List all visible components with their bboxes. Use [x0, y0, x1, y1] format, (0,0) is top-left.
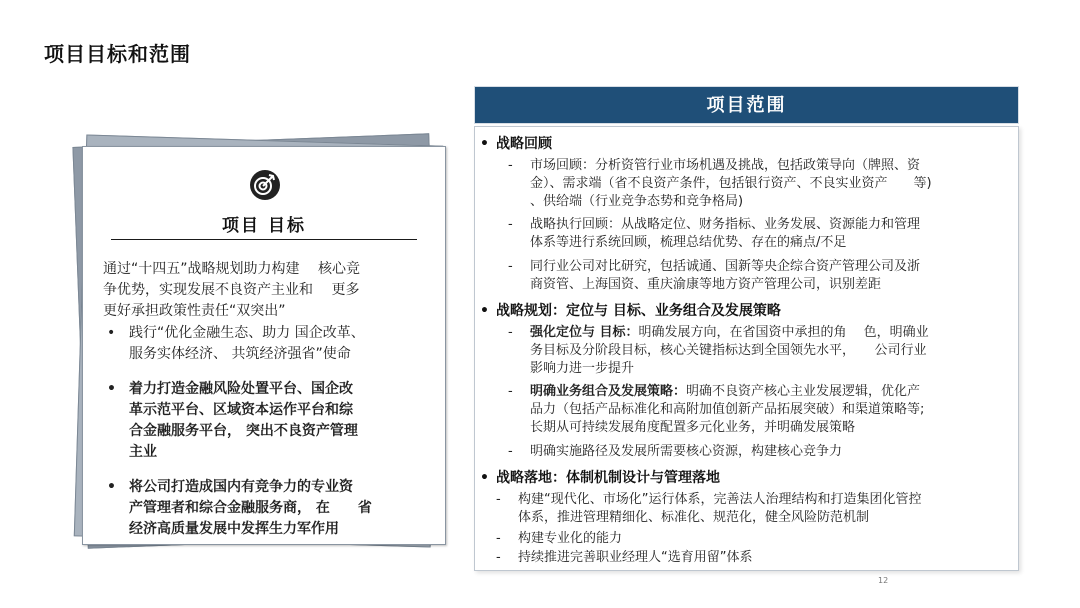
goal-item — [103, 379, 435, 463]
goal-item-line: 产管理者和综合金融服务商， 在 省 — [129, 500, 372, 516]
scope-item-text — [518, 491, 921, 527]
scope-item-line: 商资管、上海国资、重庆渝康等地方资产管理公司，识别差距 — [530, 277, 882, 292]
dash-marker: - — [496, 550, 501, 565]
goal-item-line: 合金融服务平台， 突出不良资产管理 — [129, 423, 358, 439]
scope-item-line: 同行业公司对比研究，包括诚通、国新等央企综合资产管理公司及浙 — [530, 259, 921, 274]
scope-item-line: 持续推进完善职业经理人“选育用留”体系 — [518, 550, 753, 565]
section-title-text: 战略回顾 — [496, 136, 552, 152]
scope-item-text — [530, 383, 924, 437]
dash-marker: - — [508, 259, 513, 274]
scope-item-line: 长期从可持续发展角度配置多元化业务，并明确发展策略 — [530, 420, 856, 435]
bullet-icon: • — [107, 325, 116, 341]
scope-item-lead: 强化定位与 目标： — [530, 325, 639, 340]
scope-item-line: 战略执行回顾：从战略定位、财务指标、业务发展、资源能力和管理 — [530, 217, 921, 232]
goal-item-line: 服务实体经济、 共筑经济强省”使命 — [129, 346, 351, 362]
goal-card — [82, 146, 446, 545]
goal-intro-line: 更好承担政策性责任“双突出” — [103, 303, 286, 319]
goal-item — [103, 323, 435, 365]
scope-item-line: 构建专业化的能力 — [518, 531, 623, 546]
divider — [111, 239, 417, 240]
scope-item-line: 品力（包括产品标准化和高附加值创新产品拓展突破）和渠道策略等; — [530, 402, 925, 417]
scope-item-line: 明确不良资产核心主业发展逻辑，优化产 — [686, 384, 921, 399]
dash-marker: - — [508, 444, 513, 459]
goal-item-line: 主业 — [129, 444, 157, 460]
scope-header: 项目范围 — [474, 86, 1019, 124]
scope-item-line: 体系等进行系统回顾，梳理总结优势、存在的痛点/不足 — [530, 235, 847, 250]
goal-list — [103, 323, 435, 540]
goal-item — [103, 477, 435, 540]
dash-marker: - — [508, 158, 513, 173]
goal-item-line: 着力打造金融风险处置平台、国企改 — [129, 381, 353, 397]
scope-item-text — [518, 530, 622, 548]
goal-item-line: 将公司打造成国内有竞争力的专业资 — [129, 479, 353, 495]
goal-intro-line: 争优势，实现发展不良资产主业和 更多 — [103, 282, 360, 298]
page-number: 12 — [878, 576, 889, 585]
bullet-icon: • — [480, 470, 489, 486]
scope-item-text — [530, 258, 920, 294]
goal-intro — [103, 259, 433, 322]
scope-item-line: 、供给端（行业竞争态势和竞争格局) — [530, 194, 744, 209]
section-title-text: 战略规划：定位与 目标、业务组合及发展策略 — [496, 303, 781, 319]
scope-item-line: 金）、需求端（省不良资产条件，包括银行资产、不良实业资产 等) — [530, 176, 932, 191]
target-arrow-icon — [249, 169, 281, 201]
bullet-icon: • — [480, 303, 489, 319]
scope-item-text — [530, 324, 929, 378]
scope-section-title — [480, 133, 552, 153]
scope-item-line: 市场回顾：分析资管行业市场机遇及挑战，包括政策导向（牌照、资 — [530, 158, 921, 173]
dash-marker: - — [508, 325, 513, 340]
bullet-icon: • — [480, 136, 489, 152]
section-title-text: 战略落地：体制机制设计与管理落地 — [496, 470, 720, 486]
goal-item-line: 革示范平台、区域资本运作平台和综 — [129, 402, 353, 418]
scope-item-line: 构建“现代化、市场化”运行体系，完善法人治理结构和打造集团化管控 — [518, 492, 922, 507]
scope-item-text — [518, 549, 752, 567]
bullet-icon: • — [107, 381, 116, 397]
dash-marker: - — [508, 217, 513, 232]
goal-card-title: 项目 目标 — [222, 216, 306, 236]
scope-item-line: 明确实施路径及发展所需要核心资源，构建核心竞争力 — [530, 444, 843, 459]
dash-marker: - — [496, 492, 501, 507]
scope-item-text — [530, 443, 842, 461]
scope-section-title — [480, 300, 781, 320]
goal-item-line: 经济高质量发展中发挥生力军作用 — [129, 521, 339, 537]
scope-item-line: 影响力进一步提升 — [530, 361, 635, 376]
scope-item-text — [530, 157, 932, 211]
scope-item-line: 务目标及分阶段目标，核心关键指标达到全国领先水平， 公司行业 — [530, 343, 927, 358]
goal-item-line: 践行“优化金融生态、助力 国企改革、 — [129, 325, 365, 341]
dash-marker: - — [508, 384, 513, 399]
bullet-icon: • — [107, 479, 116, 495]
goal-intro-line: 通过“十四五”战略规划助力构建 核心竞 — [103, 261, 360, 277]
scope-item-lead: 明确业务组合及发展策略： — [530, 384, 687, 399]
dash-marker: - — [496, 531, 501, 546]
page-title: 项目目标和范围 — [44, 42, 191, 66]
scope-section-title — [480, 467, 720, 487]
scope-item-line: 体系，推进管理精细化、标准化、规范化，健全风险防范机制 — [518, 510, 870, 525]
scope-item-text — [530, 216, 920, 252]
scope-item-line: 明确发展方向，在省国资中承担的角 色，明确业 — [638, 325, 929, 340]
